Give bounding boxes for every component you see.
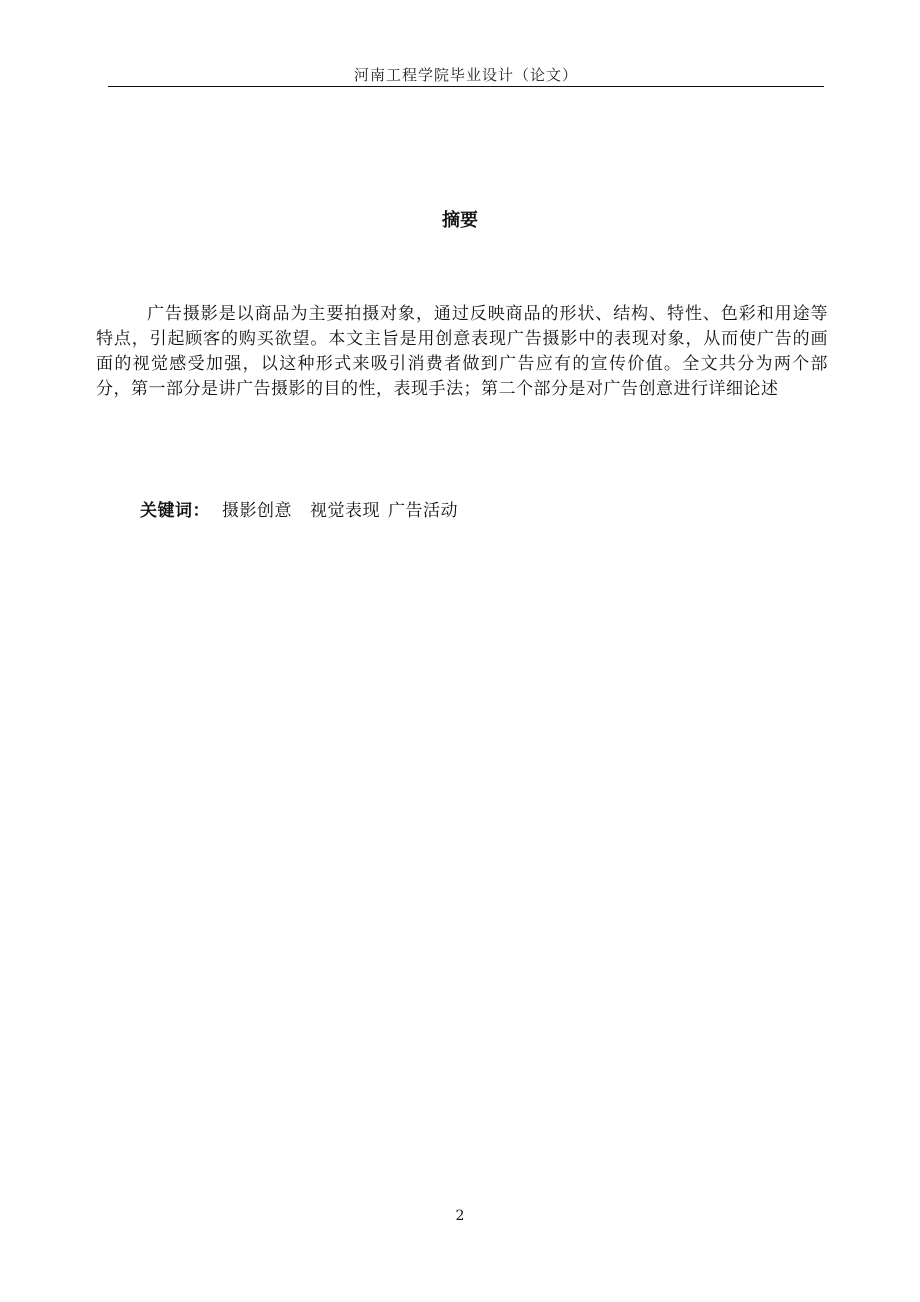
keyword-item: 视觉表现 [310,501,380,521]
page-header: 河南工程学院毕业设计（论文） [353,66,578,84]
keyword-item: 广告活动 [388,501,458,521]
header-divider [108,86,824,87]
keyword-item: 摄影创意 [222,501,292,521]
abstract-body: 广告摄影是以商品为主要拍摄对象，通过反映商品的形状、结构、特性、色彩和用途等特点，引起顾客的购买欲望。本文主旨是用创意表现广告摄影中的表现对象，从而使广告的画面的视觉感受加强，以这种形式来吸引消费者做到广告应有的宣传价值。全文共分为两个部分，第一部分是讲广告摄影的目的性，表现手法；第二个部分是对广告创意进行详细论述 [96,304,828,399]
page-number: 2 [455,1208,465,1224]
keywords-label: 关键词： [140,501,210,521]
abstract-title: 摘要 [442,210,478,231]
keywords-line [140,496,458,521]
